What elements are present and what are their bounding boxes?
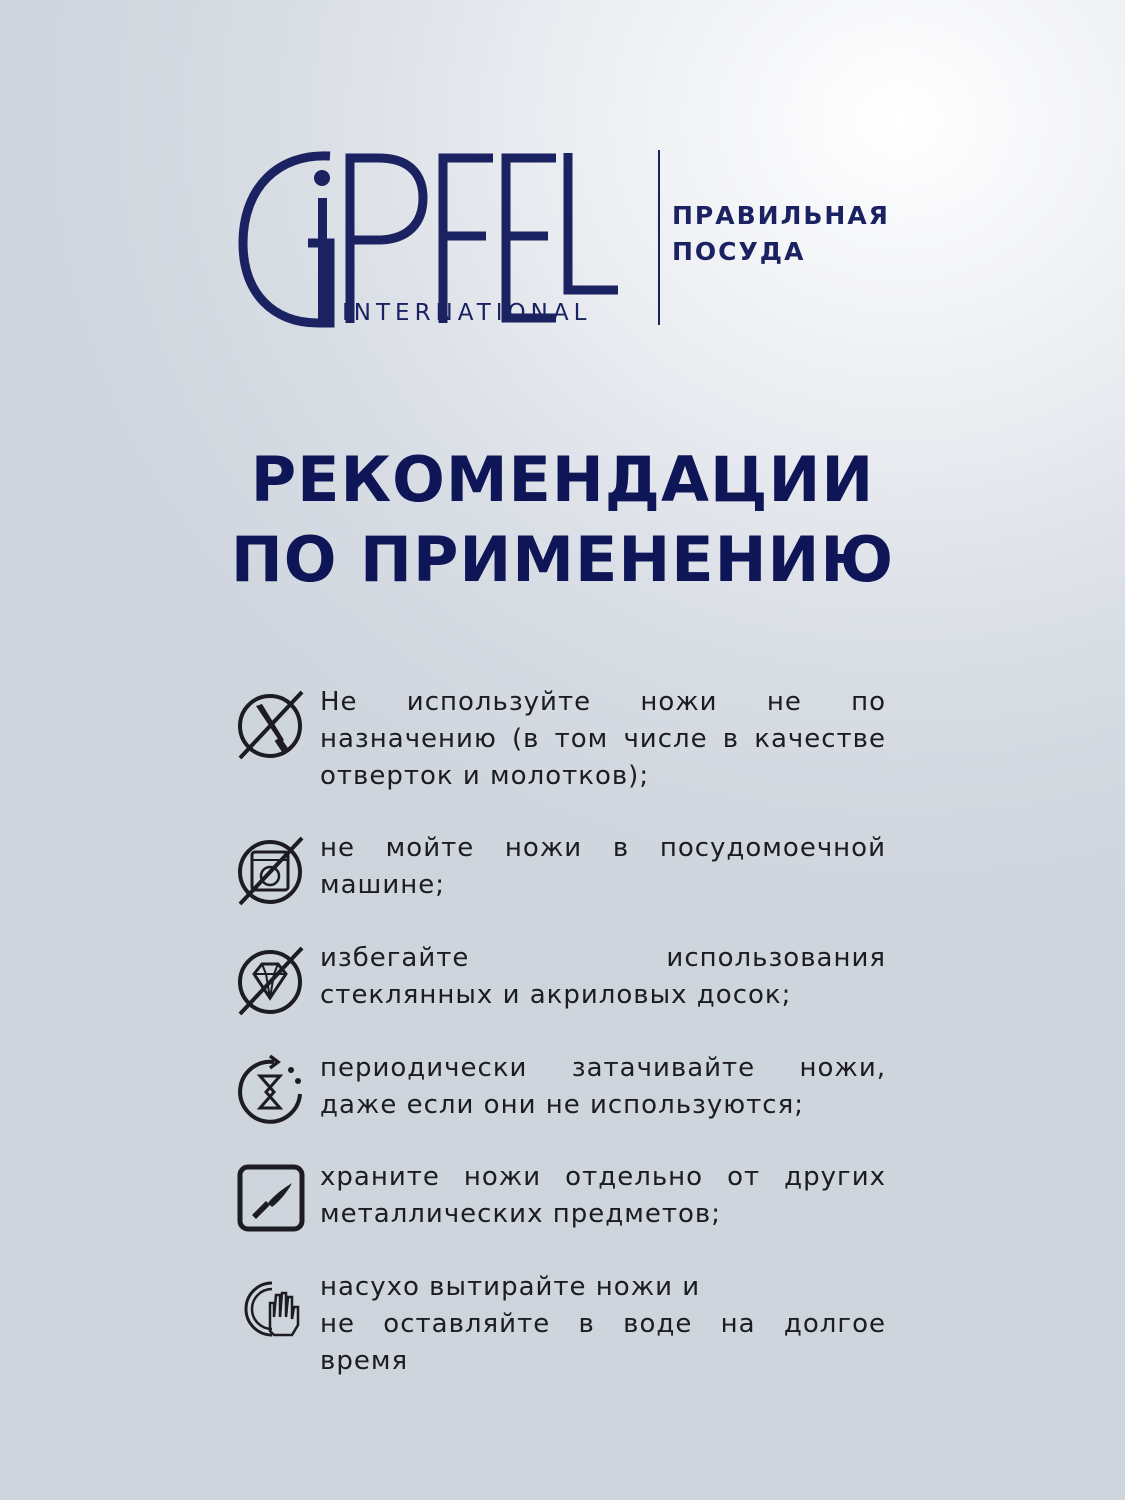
rec-line: назначению (в том числе в качестве bbox=[320, 724, 886, 754]
recommendation-item bbox=[236, 1054, 896, 1174]
recommendation-item bbox=[236, 1273, 896, 1393]
no-knife-misuse-icon bbox=[236, 688, 306, 763]
rec-line: металлических предметов; bbox=[320, 1199, 721, 1229]
recommendation-text bbox=[320, 1269, 886, 1380]
rec-line: стеклянных и акриловых досок; bbox=[320, 980, 792, 1010]
store-separately-icon bbox=[236, 1163, 306, 1238]
rec-line: насухо вытирайте ножи и bbox=[320, 1272, 701, 1302]
rec-line: избегайте использования bbox=[320, 943, 886, 973]
rec-line: Не используйте ножи не по bbox=[320, 687, 886, 717]
tagline-line2: ПОСУДА bbox=[672, 237, 806, 266]
rec-line: храните ножи отдельно от других bbox=[320, 1162, 886, 1192]
rec-line: не мойте ножи в посудомоечной bbox=[320, 833, 886, 863]
brand-logo bbox=[238, 148, 898, 333]
rec-line: даже если они не используются; bbox=[320, 1090, 804, 1120]
no-glass-board-icon bbox=[236, 944, 306, 1019]
sharpen-periodically-icon bbox=[236, 1054, 306, 1129]
recommendation-item bbox=[236, 834, 896, 954]
logo-tagline bbox=[672, 198, 890, 270]
rec-line: время bbox=[320, 1346, 409, 1376]
recommendation-text bbox=[320, 940, 886, 1014]
tagline-line1: ПРАВИЛЬНАЯ bbox=[672, 201, 890, 230]
rec-line: не оставляйте в воде на долгое bbox=[320, 1309, 886, 1339]
dry-hands-icon bbox=[236, 1273, 306, 1348]
heading-line1: РЕКОМЕНДАЦИИ bbox=[250, 443, 875, 516]
heading-line2: ПО ПРИМЕНЕНИЮ bbox=[230, 523, 895, 596]
logo-subtitle: INTERNATIONAL bbox=[342, 300, 592, 326]
recommendation-text bbox=[320, 684, 886, 795]
rec-line: машине; bbox=[320, 870, 445, 900]
recommendation-text bbox=[320, 1050, 886, 1124]
rec-line: периодически затачивайте ножи, bbox=[320, 1053, 886, 1083]
rec-line: отверток и молотков); bbox=[320, 761, 650, 791]
recommendation-item bbox=[236, 1163, 896, 1283]
recommendation-item bbox=[236, 944, 896, 1064]
recommendation-text bbox=[320, 1159, 886, 1233]
page-heading bbox=[0, 440, 1125, 600]
recommendation-text bbox=[320, 830, 886, 904]
recommendation-item bbox=[236, 688, 896, 808]
logo-divider bbox=[658, 150, 660, 325]
no-dishwasher-icon bbox=[236, 834, 306, 909]
